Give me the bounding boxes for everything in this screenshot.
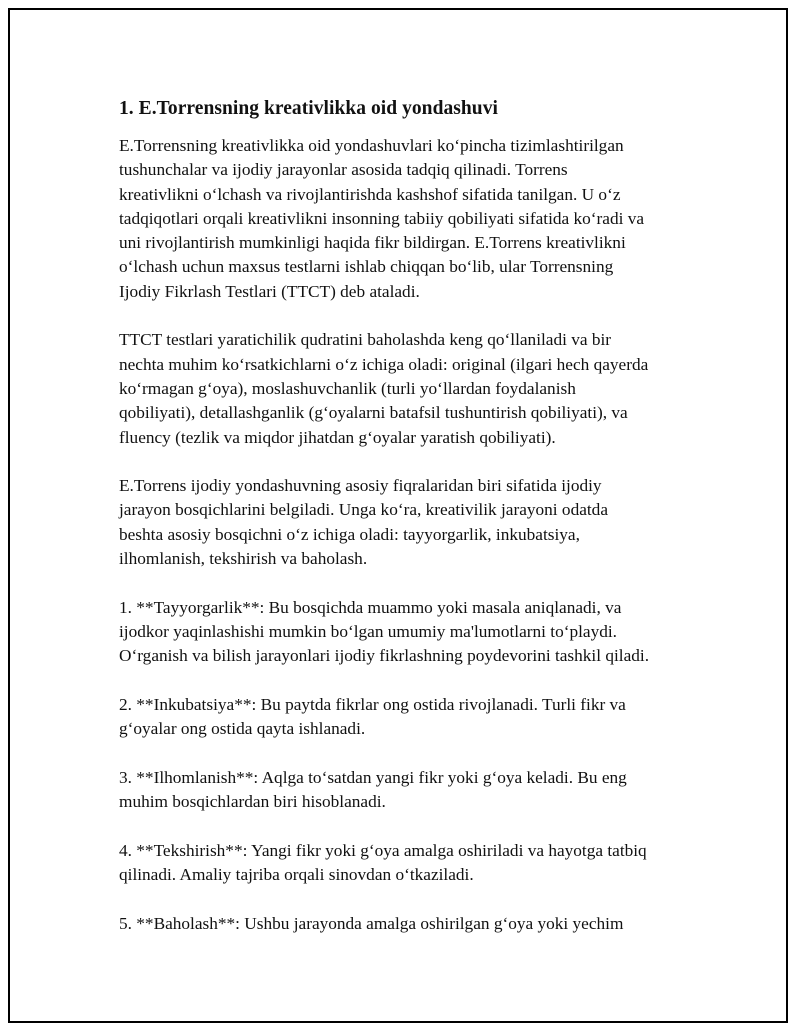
text-line: nechta muhim ko‘rsatkichlarni o‘z ichiga oladi: original (ilgari hech qayerda — [119, 354, 649, 374]
document-body — [119, 96, 709, 960]
paragraph — [119, 328, 709, 449]
text-line: 2. **Inkubatsiya**: Bu paytda fikrlar ong ostida rivojlanadi. Turli fikr va — [119, 694, 626, 714]
text-line: beshta asosiy bosqichni o‘z ichiga oladi: tayyorgarlik, inkubatsiya, — [119, 524, 580, 544]
text-line: g‘oyalar ong ostida qayta ishlanadi. — [119, 719, 366, 739]
text-line: E.Torrensning kreativlikka oid yondashuvlari ko‘pincha tizimlashtirilgan — [119, 136, 624, 155]
text-line: ilhomlanish, tekshirish va baholash. — [119, 549, 368, 569]
text-line: tadqiqotlari orqali kreativlikni insonning tabiiy qobiliyati sifatida ko‘radi va — [119, 208, 645, 228]
text-line: qilinadi. Amaliy tajriba orqali sinovdan o‘tkaziladi. — [119, 864, 474, 884]
text-line: jarayon bosqichlarini belgiladi. Unga ko‘ra, kreativilik jarayoni odatda — [119, 500, 608, 520]
text-line: 3. **Ilhomlanish**: Aqlga to‘satdan yangi fikr yoki g‘oya keladi. Bu eng — [119, 767, 627, 787]
text-line: fluency (tezlik va miqdor jihatdan g‘oyalar yaratish qobiliyati). — [119, 427, 556, 447]
paragraph — [119, 474, 709, 571]
section-heading: 1. E.Torrensning kreativlikka oid yondashuvi — [119, 98, 498, 119]
page-frame — [8, 8, 788, 1023]
text-line: ko‘rmagan g‘oya), moslashuvchanlik (turli yo‘llardan foydalanish — [119, 378, 576, 398]
paragraph — [119, 596, 709, 669]
paragraph — [119, 912, 709, 936]
text-line: ijodkor yaqinlashishi mumkin bo‘lgan umumiy ma'lumotlarni to‘playdi. — [119, 621, 617, 641]
paragraph — [119, 134, 709, 304]
paragraph — [119, 766, 709, 815]
text-line: tushunchalar va ijodiy jarayonlar asosida tadqiq qilinadi. Torrens — [119, 160, 568, 180]
text-line: muhim bosqichlardan biri hisoblanadi. — [119, 792, 386, 812]
text-line: O‘rganish va bilish jarayonlari ijodiy fikrlashning poydevorini tashkil qiladi. — [119, 646, 650, 666]
paragraph — [119, 839, 709, 888]
text-line: 4. **Tekshirish**: Yangi fikr yoki g‘oya amalga oshiriladi va hayotga tatbiq — [119, 840, 647, 860]
text-line: kreativlikni o‘lchash va rivojlantirishda kashshof sifatida tanilgan. U o‘z — [119, 184, 621, 204]
text-line: Ijodiy Fikrlash Testlari (TTCT) deb ataladi. — [119, 281, 420, 301]
text-line: uni rivojlantirish mumkinligi haqida fikr bildirgan. E.Torrens kreativlikni — [119, 233, 626, 253]
text-line: 5. **Baholash**: Ushbu jarayonda amalga oshirilgan g‘oya yoki yechim — [119, 913, 624, 933]
text-line: TTCT testlari yaratichilik qudratini baholashda keng qo‘llaniladi va bir — [119, 330, 612, 350]
paragraph — [119, 693, 709, 742]
text-line: qobiliyati), detallashganlik (g‘oyalarni batafsil tushuntirish qobiliyati), va — [119, 403, 628, 423]
text-line: E.Torrens ijodiy yondashuvning asosiy fiqralaridan biri sifatida ijodiy — [119, 476, 602, 496]
paragraph-list — [119, 134, 709, 936]
text-line: 1. **Tayyorgarlik**: Bu bosqichda muammo yoki masala aniqlanadi, va — [119, 597, 622, 617]
text-line: o‘lchash uchun maxsus testlarni ishlab chiqqan bo‘lib, ular Torrensning — [119, 257, 614, 277]
